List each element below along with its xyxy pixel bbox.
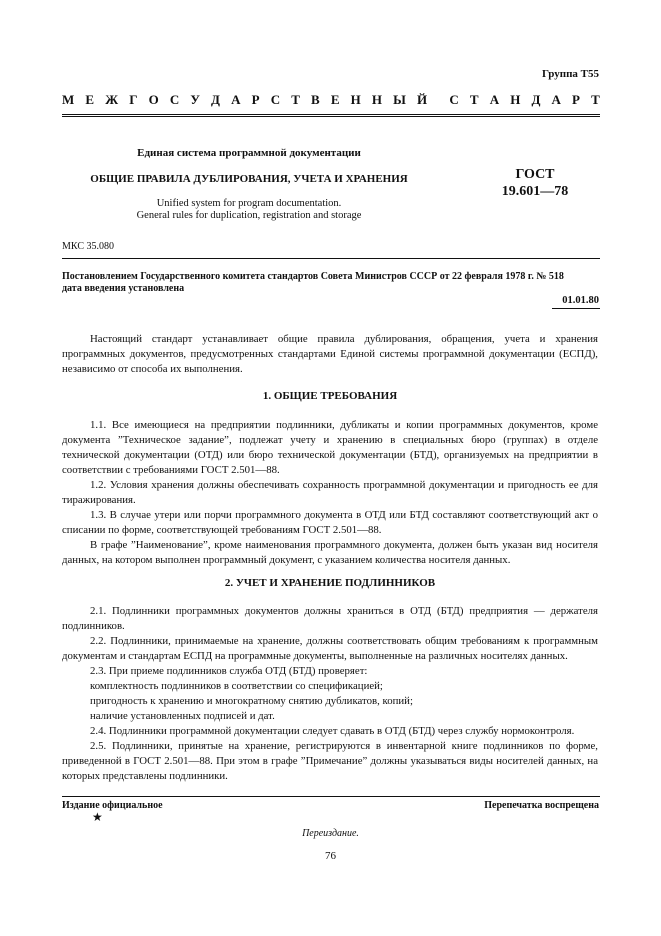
banner-letter: Е (330, 92, 340, 107)
paragraph: 2.3. При приеме подлинников служба ОТД (БТД) проверяет: (90, 665, 368, 677)
english-title (62, 198, 436, 222)
english-title-line: General rules for duplication, registration and storage (136, 210, 362, 221)
paragraph: пригодность к хранению и многократному снятию дубликатов, копий; (90, 695, 413, 707)
section-heading: 1. ОБЩИЕ ТРЕБОВАНИЯ (262, 390, 398, 402)
banner-letter: У (190, 92, 200, 107)
banner-letter: Н (350, 92, 361, 107)
gost-code: 19.601—78 (501, 184, 569, 199)
paragraph: 2.1. Подлинники программных документов должны храниться в ОТД (БТД) предприятия — держателя подлинников. (62, 605, 598, 632)
banner-letter: А (551, 92, 561, 107)
banner-letter: А (489, 92, 500, 107)
banner-letter: В (311, 92, 320, 107)
banner-letter: О (148, 92, 159, 107)
paragraph: 1.2. Условия хранения должны обеспечивать сохранность программной документации и пригодность ее для тиражирования. (62, 479, 598, 506)
paragraph: 2.2. Подлинники, принимаемые на хранение, должны соответствовать общим требованиям к программным документам и стандартам ЕСПД на программные документы, выполненные на различных носителях данных. (62, 635, 598, 662)
banner-letter: Р (572, 92, 580, 107)
decree (62, 271, 602, 295)
section-2-body (62, 604, 598, 784)
banner-letter: Г (129, 92, 138, 107)
banner-letter: С (169, 92, 180, 107)
banner-letter: Т (591, 92, 600, 107)
system-name: Единая система программной документации (137, 147, 361, 159)
footer-rule (62, 796, 600, 797)
banner-letter: Н (371, 92, 382, 107)
paragraph: 2.5. Подлинники, принятые на хранение, регистрируются в инвентарной книге подлинников по форме, приведенной в ГОСТ 2.501—88. При этом в графе ”Примечание” должны указываться виды носителей данных, на которых представлены подлинники. (62, 740, 598, 782)
banner-letter: Д (211, 92, 220, 107)
paragraph: наличие установленных подписей и дат. (90, 710, 275, 722)
paragraph: В графе ”Наименование”, кроме наименования программного документа, должен быть указан вид носителя данных, на котором выполнен программный документ, с указанием количества носителя данных. (62, 539, 598, 566)
official-edition: Издание официальное (62, 800, 163, 811)
group-code: Группа Т55 (541, 68, 599, 80)
banner-letter: Д (531, 92, 541, 107)
banner-letter: С (270, 92, 281, 107)
section-heading: 2. УЧЕТ И ХРАНЕНИЕ ПОДЛИННИКОВ (224, 577, 436, 589)
gost-number (470, 166, 600, 200)
banner-letter: Ы (393, 92, 406, 107)
banner-letter: С (449, 92, 459, 107)
banner-rule-top (62, 114, 600, 115)
intro-paragraph (62, 332, 598, 377)
decree-line: дата введения установлена (62, 283, 185, 294)
paragraph: 1.3. В случае утери или порчи программного документа в ОТД или БТД составляют соответствующий акт о списании по форме, соответствующей требованиям ГОСТ 2.501—88. (62, 509, 598, 536)
title-block-rule (62, 258, 600, 259)
document-title: ОБЩИЕ ПРАВИЛА ДУБЛИРОВАНИЯ, УЧЕТА И ХРАНЕНИЯ (90, 173, 408, 185)
standard-banner (62, 92, 600, 108)
banner-letter: Р (251, 92, 260, 107)
reprint-notice: Перепечатка воспрещена (484, 800, 599, 811)
effective-date-underline (552, 308, 600, 309)
banner-letter: Ж (105, 92, 119, 107)
page-number: 76 (325, 850, 336, 862)
english-title-line: Unified system for program documentation. (156, 198, 342, 209)
banner-letter: Т (291, 92, 300, 107)
reissue-note: Переиздание. (302, 828, 359, 839)
banner-letter: Й (417, 92, 428, 107)
banner-letter: Н (510, 92, 521, 107)
banner-letter: Т (469, 92, 479, 107)
gost-label: ГОСТ (515, 167, 555, 182)
banner-rule-bottom (62, 116, 600, 117)
mks-code: МКС 35.080 (62, 241, 114, 252)
paragraph: 1.1. Все имеющиеся на предприятии подлинники, дубликаты и копии программных документов, кроме документа ”Техническое задание”, подлежат учету и хранению в специальных бюро (группах) в отделе технической документации (ОТД) или бюро технической документации (БТД), организуемых на предприятии в соответствии с требованиями ГОСТ 2.501—88. (62, 419, 598, 476)
paragraph: комплектность подлинников в соответствии со спецификацией; (90, 680, 383, 692)
paragraph: 2.4. Подлинники программной документации следует сдавать в ОТД (БТД) через службу нормоконтроля. (90, 725, 575, 737)
section-1-body (62, 418, 598, 568)
decree-line: Постановлением Государственного комитета стандартов Совета Министров СССР от 22 февраля 1978 г. № 518 (62, 271, 564, 282)
effective-date: 01.01.80 (562, 295, 599, 306)
paragraph: Настоящий стандарт устанавливает общие правила дублирования, обращения, учета и хранения программных документов, предусмотренных стандартами Единой системы программной документации (ЕСПД), независимо от способа их выполнения. (62, 333, 598, 375)
banner-letter: А (231, 92, 241, 107)
banner-letter: Е (85, 92, 95, 107)
banner-letter: М (62, 92, 75, 107)
star-icon: ★ (92, 810, 103, 824)
